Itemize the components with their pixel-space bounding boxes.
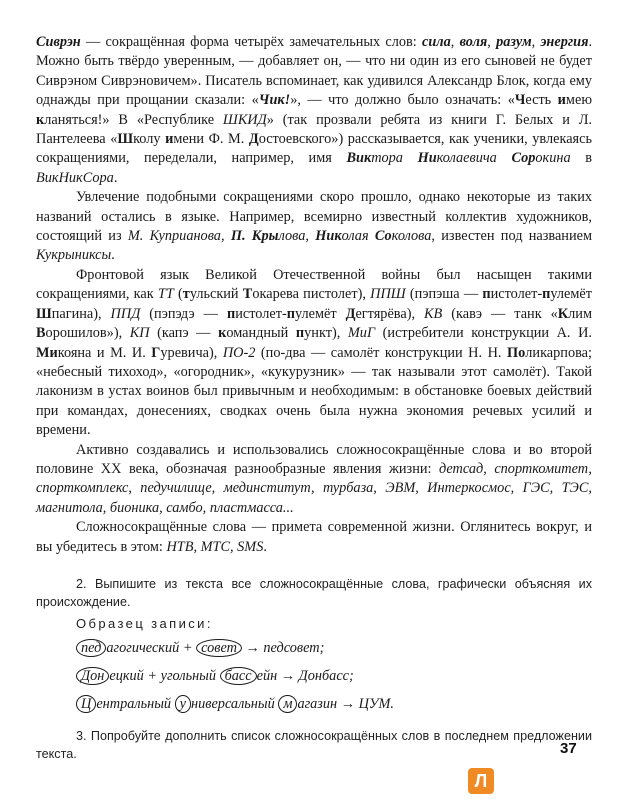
paragraph: [36, 518, 592, 557]
circled-fragment: басс: [220, 667, 257, 685]
sample-heading: Образец записи:: [76, 615, 213, 631]
text-segment: М. Куп: [127, 228, 173, 245]
text-segment: ШКИД: [222, 111, 267, 128]
text-segment: тора: [371, 150, 418, 167]
text-segment: ,: [220, 228, 231, 245]
text-segment: КП: [129, 325, 150, 342]
page-number: 37: [560, 740, 577, 757]
text-segment: (: [173, 286, 183, 303]
text-segment: Сложносокращённые слова — примета современной жизни. Оглянитесь вокруг, и вы убедитесь в этом:: [36, 519, 592, 555]
text-segment: Д: [345, 305, 356, 322]
text-segment: окина: [535, 150, 571, 167]
circled-fragment: м: [278, 695, 297, 713]
main-text: [36, 33, 592, 557]
example-text: ентральный: [96, 695, 175, 712]
text-segment: п: [542, 286, 551, 303]
text-segment: Т: [242, 286, 253, 303]
text-segment: мени Ф. М.: [173, 131, 249, 148]
task-3: 3. Попробуйте дополнить список сложносокращённых слов в последнем предложении текста.: [36, 728, 592, 762]
text-segment: Активно создавались и использовались сложносокращённые слова и во второй половине XX века, обозначая разнообразные явления жизни:: [36, 441, 592, 477]
text-segment: воля: [459, 34, 488, 50]
text-segment: кояна и М. И.: [57, 344, 152, 361]
example-text: ниверсальный: [191, 695, 279, 712]
circled-fragment: пед: [76, 639, 106, 657]
text-segment: ППШ: [370, 286, 406, 303]
text-segment: » (так прозвали ребята из книги Г. Белых и Л. Пантелеева «: [36, 111, 592, 148]
text-segment: Ш: [36, 305, 52, 322]
text-segment: ППД: [110, 305, 141, 322]
text-segment: к: [218, 325, 227, 342]
example-text: → педсовет;: [241, 639, 325, 656]
example-text: агазин → ЦУМ.: [297, 695, 395, 712]
text-segment: рианова: [172, 228, 221, 245]
text-segment: Ни: [417, 150, 437, 167]
text-segment: истолет-: [235, 305, 287, 322]
text-segment: ,: [531, 34, 541, 50]
text-segment: колу: [133, 131, 166, 148]
text-segment: ункт),: [304, 325, 348, 342]
paragraph: [36, 188, 592, 266]
text-segment: Д: [248, 131, 259, 148]
text-segment: ,: [450, 34, 460, 50]
circled-fragment: Дон: [76, 667, 109, 685]
sample-examples: [36, 637, 592, 715]
text-segment: ,: [487, 34, 497, 50]
text-segment: Вик: [346, 150, 372, 167]
text-segment: остоевского») рассказывается, как ученики, увлекаясь сокращениями, переделали, например, имя: [36, 131, 592, 167]
example-text: ейн → Донбасс;: [256, 667, 354, 684]
example-line: [76, 693, 592, 715]
text-segment: Сиврэн: [36, 34, 81, 50]
text-segment: в: [570, 150, 592, 167]
text-segment: — сокращённая форма четырёх замечательных слов:: [80, 34, 422, 50]
text-segment: ликарпова; «небесный тихоход», «огородник», «кукурузник» — так называли этот самолёт). Такой лаконизм в устах воинов был привычным и необходимым: в обстановке боевых действий при командах, донесениях, сводках очень была нужна экономия речевых усилий и времени.: [36, 344, 592, 439]
paragraph: [36, 266, 592, 441]
text-segment: НТВ, МТС, SMS: [166, 538, 264, 555]
text-segment: . Можно быть твёрдо уверенным, — добавляет он, — что ни один из его сыновей не будет Сиврэном Сиврэновичем». Писатель вспоминает, как удивился Александр Блок, когда ему однажды при прощании сказали: «: [36, 34, 593, 109]
text-segment: разум: [496, 34, 532, 50]
text-segment: к: [36, 111, 45, 128]
text-segment: К: [557, 305, 569, 322]
text-segment: Ник: [315, 228, 342, 245]
text-segment: КВ: [424, 305, 443, 322]
paragraph: [36, 441, 592, 519]
text-segment: лова: [278, 228, 306, 245]
paragraph: [36, 33, 592, 188]
example-line: [76, 637, 592, 659]
text-segment: сила: [421, 34, 451, 50]
text-segment: Г: [151, 344, 161, 361]
text-segment: улемёт: [294, 305, 346, 322]
text-segment: ланяться!» В «Республике: [44, 111, 223, 128]
text-segment: ,: [305, 228, 316, 245]
text-segment: Ми: [36, 344, 58, 361]
text-segment: колова: [391, 228, 432, 245]
text-segment: », — что должно было означать: «: [290, 92, 515, 109]
text-segment: .: [113, 169, 118, 186]
text-segment: ВикНикСора: [36, 169, 114, 186]
text-segment: олая: [341, 228, 375, 245]
text-segment: п: [286, 305, 295, 322]
text-segment: колаевича: [436, 150, 512, 167]
text-segment: энергия: [540, 34, 589, 50]
text-segment: Чик!: [258, 92, 291, 109]
text-segment: егтярёва),: [355, 305, 425, 322]
text-segment: пагина),: [51, 305, 111, 322]
text-segment: и: [165, 131, 174, 148]
circled-fragment: Ц: [76, 695, 96, 713]
text-segment: Со: [374, 228, 392, 245]
example-line: [76, 665, 592, 687]
text-segment: В: [36, 325, 46, 342]
circled-fragment: у: [175, 695, 191, 713]
text-segment: ульский: [189, 286, 243, 303]
task-2: 2. Выпишите из текста все сложносокращённые слова, графически объясняя их происхождение.: [36, 576, 592, 610]
text-segment: уревича),: [160, 344, 223, 361]
text-segment: Сор: [511, 150, 536, 167]
text-segment: п: [482, 286, 491, 303]
text-segment: омандный: [226, 325, 296, 342]
text-segment: Фронтовой язык Великой Отечественной войны был насыщен такими сокращениями, как: [36, 266, 592, 303]
text-segment: Ш: [117, 131, 134, 148]
text-segment: МиГ: [347, 325, 376, 342]
text-segment: , известен под названием: [431, 228, 592, 245]
text-segment: ТТ: [157, 286, 174, 303]
text-segment: (кавэ — танк «: [442, 305, 558, 322]
text-segment: Кукрыниксы: [36, 247, 112, 264]
example-text: агогический +: [106, 639, 197, 656]
text-segment: (капэ —: [149, 325, 219, 342]
page-body: [36, 33, 592, 764]
text-segment: мею: [565, 92, 592, 109]
text-segment: и: [557, 92, 566, 109]
text-segment: есть: [525, 92, 558, 109]
text-segment: Ч: [514, 92, 526, 109]
text-segment: улемёт: [550, 286, 593, 303]
text-segment: п: [226, 305, 236, 322]
text-segment: орошилов»),: [45, 325, 130, 342]
text-segment: Увлечение подобными сокращениями скоро прошло, однако некоторые из таких названий остались в языке. Например, всемирно известный коллектив художников, состоящий из: [36, 189, 592, 245]
text-segment: истолет-: [490, 286, 543, 303]
text-segment: т: [182, 286, 190, 303]
text-segment: окарева пистолет),: [252, 286, 371, 303]
text-segment: (по-два — самолёт конструкции Н. Н.: [255, 344, 508, 361]
text-segment: ПО-2: [222, 344, 256, 361]
text-segment: п: [295, 325, 305, 342]
text-segment: По: [507, 344, 526, 361]
text-segment: (истребители конструкции А. И.: [375, 325, 592, 342]
labirint-logo: Л: [468, 768, 494, 794]
text-segment: (пэпэдэ —: [140, 305, 227, 322]
example-text: ецкий + угольный: [109, 667, 220, 684]
text-segment: (пэпэша —: [405, 286, 483, 303]
text-segment: П. Кры: [230, 228, 279, 245]
text-segment: .: [263, 538, 267, 555]
text-segment: детсад, спорткомитет, спорткомплекс, педучилище, мединститут, турбаза, ЭВМ, Интеркосмос, ГЭС, ТЭС, магнитола, бионика, самбо, пластмасса...: [36, 460, 592, 516]
circled-fragment: совет: [196, 639, 242, 657]
text-segment: .: [111, 247, 115, 264]
text-segment: лим: [568, 305, 592, 322]
